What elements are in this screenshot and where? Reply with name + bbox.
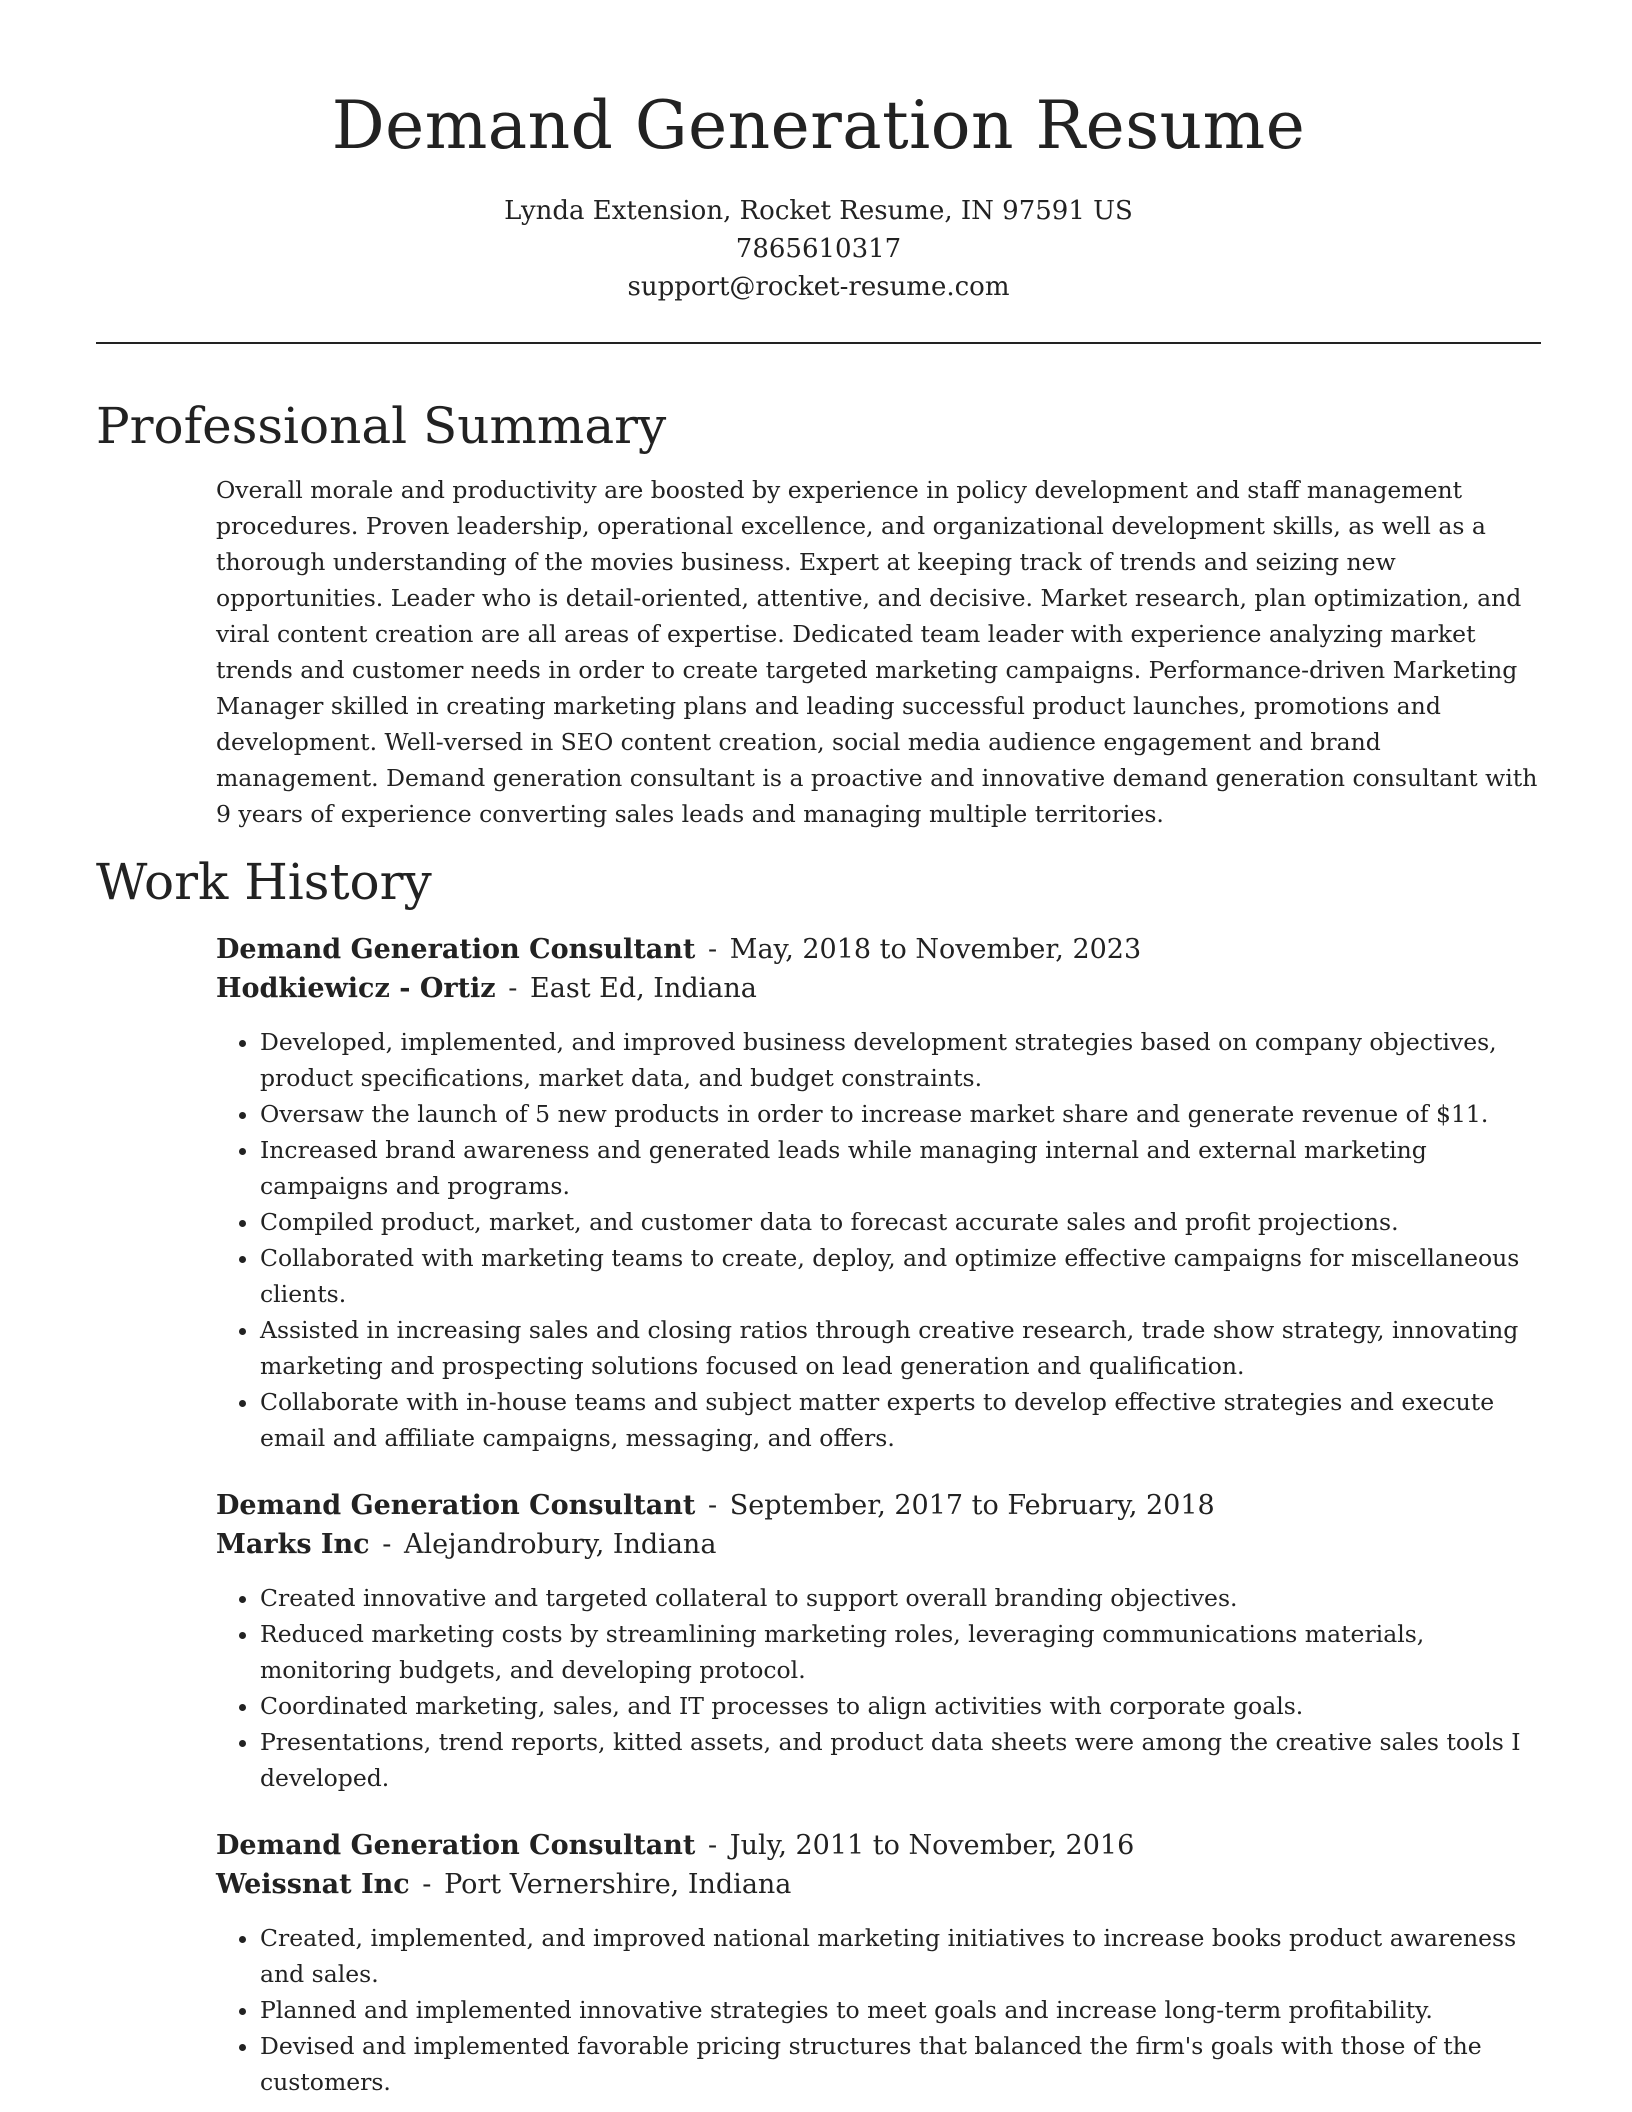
company-name: Hodkiewicz - Ortiz (216, 973, 496, 1004)
contact-email: support@rocket-resume.com (627, 272, 1010, 302)
job-company-line (216, 969, 1541, 1008)
separator: - (708, 934, 718, 965)
list-item: • Coordinated marketing, sales, and IT processes to align activities with corporate goals. (260, 1688, 1541, 1724)
list-item: • Planned and implemented innovative strategies to meet goals and increase long-term profitability. (260, 1992, 1541, 2028)
duties-list (216, 1580, 1541, 1796)
list-item: • Compiled product, market, and customer data to forecast accurate sales and profit projections. (260, 1204, 1541, 1240)
contact-info (96, 192, 1541, 306)
job-title-line (216, 930, 1541, 969)
list-item: • Reduced marketing costs by streamlining marketing roles, leveraging communications materials, monitoring budgets, and developing protocol. (260, 1616, 1541, 1688)
job-location: Port Vernershire, Indiana (444, 1869, 792, 1900)
separator: - (708, 1490, 718, 1521)
job-company-line (216, 1525, 1541, 1564)
duties-list (216, 1920, 1541, 2100)
separator: - (422, 1869, 432, 1900)
job-dates: May, 2018 to November, 2023 (729, 934, 1142, 965)
job-location: East Ed, Indiana (530, 973, 757, 1004)
list-item: • Oversaw the launch of 5 new products in order to increase market share and generate revenue of $11. (260, 1096, 1541, 1132)
job-title: Demand Generation Consultant (216, 1830, 696, 1861)
header-divider (96, 342, 1541, 344)
separator: - (708, 1830, 718, 1861)
list-item: • Created, implemented, and improved national marketing initiatives to increase books product awareness and sales. (260, 1920, 1541, 1992)
job-dates: September, 2017 to February, 2018 (729, 1490, 1215, 1521)
list-item: • Collaborated with marketing teams to create, deploy, and optimize effective campaigns for miscellaneous clients. (260, 1240, 1541, 1312)
job-company-line (216, 1865, 1541, 1904)
separator: - (382, 1529, 392, 1560)
separator: - (508, 973, 518, 1004)
job-title: Demand Generation Consultant (216, 1490, 696, 1521)
company-name: Marks Inc (216, 1529, 370, 1560)
section-heading-work: Work History (96, 853, 432, 911)
list-item: • Devised and implemented favorable pricing structures that balanced the firm's goals with those of the customers. (260, 2028, 1541, 2100)
resume-title: Demand Generation Resume (331, 87, 1306, 164)
list-item: • Presentations, trend reports, kitted assets, and product data sheets were among the creative sales tools I developed. (260, 1724, 1541, 1796)
job-entry (216, 1486, 1541, 1796)
summary-paragraph: Overall morale and productivity are boosted by experience in policy development and staff management procedures. Proven leadership, operational excellence, and organizational development skills, as well as a thorough understanding of the movies business. Expert at keeping track of trends and seizing new opportunities. Leader who is detail-oriented, attentive, and decisive. Market research, plan optimization, and viral content creation are all areas of expertise. Dedicated team leader with experience analyzing market trends and customer needs in order to create targeted marketing campaigns. Performance-driven Marketing Manager skilled in creating marketing plans and leading successful product launches, promotions and development. Well-versed in SEO content creation, social media audience engagement and brand management. Demand generation consultant is a proactive and innovative demand generation consultant with 9 years of experience converting sales leads and managing multiple territories. (216, 476, 1538, 828)
professional-summary-section (96, 396, 1541, 832)
resume-header (96, 0, 1541, 344)
resume-page (96, 0, 1541, 2100)
list-item: • Increased brand awareness and generated leads while managing internal and external marketing campaigns and programs. (260, 1132, 1541, 1204)
job-entry (216, 930, 1541, 1456)
contact-address: Lynda Extension, Rocket Resume, IN 97591 US (504, 196, 1133, 226)
work-history-section (96, 852, 1541, 2100)
list-item: • Collaborate with in-house teams and subject matter experts to develop effective strategies and execute email and affiliate campaigns, messaging, and offers. (260, 1384, 1541, 1456)
company-name: Weissnat Inc (216, 1869, 410, 1900)
list-item: • Developed, implemented, and improved business development strategies based on company objectives, product specifications, market data, and budget constraints. (260, 1024, 1541, 1096)
job-title: Demand Generation Consultant (216, 934, 696, 965)
section-heading-summary: Professional Summary (96, 397, 667, 455)
job-title-line (216, 1486, 1541, 1525)
job-entry (216, 1826, 1541, 2100)
job-location: Alejandrobury, Indiana (404, 1529, 717, 1560)
list-item: • Assisted in increasing sales and closing ratios through creative research, trade show strategy, innovating marketing and prospecting solutions focused on lead generation and qualification. (260, 1312, 1541, 1384)
list-item: • Created innovative and targeted collateral to support overall branding objectives. (260, 1580, 1541, 1616)
job-dates: July, 2011 to November, 2016 (729, 1830, 1135, 1861)
contact-phone: 7865610317 (735, 234, 902, 264)
duties-list (216, 1024, 1541, 1456)
job-title-line (216, 1826, 1541, 1865)
